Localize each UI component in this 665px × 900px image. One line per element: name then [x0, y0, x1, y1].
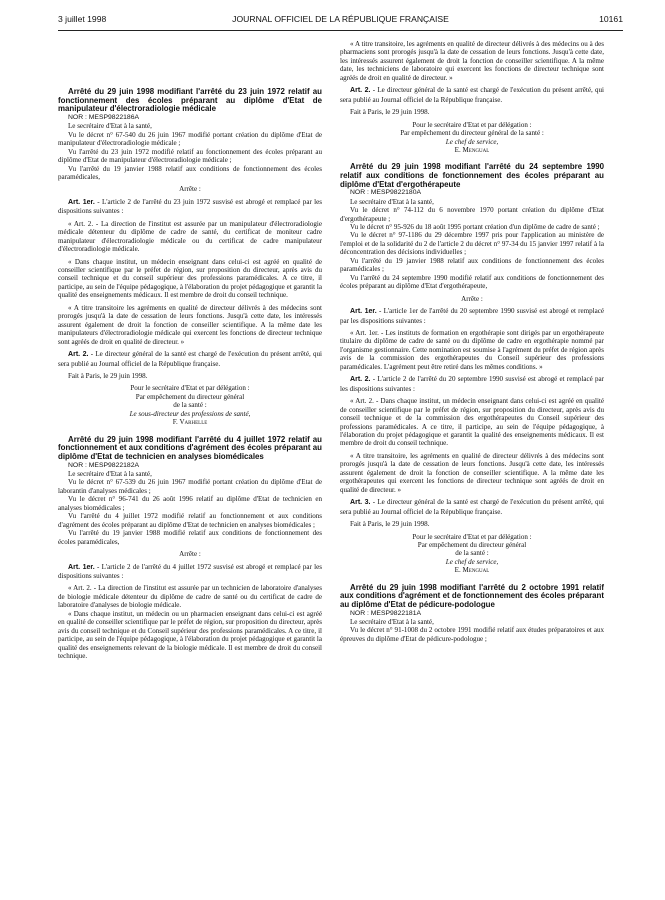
- article-label: Art. 3.: [350, 499, 371, 507]
- paragraph: Le secrétaire d'Etat à la santé,: [350, 197, 434, 206]
- header-page-number: 10161: [599, 14, 623, 24]
- quoted-paragraph: « Art. 2. - La direction de l'institut est assurée par un technicien de laboratoire d'analyses de biologie médicale détenteur du diplôme de cadre de santé ou du certificat de cadre de laboratoire d'analyses de biologie médicale.: [58, 584, 322, 610]
- nor-reference: NOR : MESP9822186A: [68, 113, 140, 121]
- article-label: Art. 1er.: [68, 198, 95, 206]
- signature-line: de la santé :: [173, 401, 207, 410]
- paragraph: Vu le décret n° 96-741 du 26 août 1996 relatif au diplôme d'Etat de technicien en analyses biomédicales ;: [58, 495, 322, 512]
- paragraph: Vu le décret n° 74-112 du 6 novembre 1970 portant création du diplôme d'Etat d'ergothérapeute ;: [340, 206, 604, 223]
- quoted-paragraph: « A titre transitoire les agréments en qualité de directeur délivrés à des médecins sont prorogés jusqu'à la date de cessation de leurs fonctions. Jusqu'à cette date, les intéressés assurent également de droit la fonction de conseiller scientifique. A la même date les manipulateurs d'électroradiologie médicale qui exercent les fonctions de directeur technique sont agréés de droit en qualité de directeur. »: [58, 303, 322, 346]
- article-label: Art. 1er.: [350, 308, 377, 316]
- article-paragraph: [340, 375, 604, 393]
- paragraph: Vu le décret n° 91-1008 du 2 octobre 1991 modifié relatif aux études préparatoires et aux épreuves du diplôme d'Etat de pédicure-podologue ;: [340, 626, 604, 643]
- signatory-name: F. Varhelle: [172, 418, 208, 427]
- signatory-title-text: Le sous-directeur des professions de santé,: [129, 409, 251, 418]
- article-label: Art. 2.: [350, 376, 371, 384]
- decree-title: Arrêté du 29 juin 1998 modifiant l'arrêté du 2 octobre 1991 relatif aux conditions d'agrément et de fonctionnement des écoles préparant au diplôme d'Etat de pédicure-podologue: [340, 582, 604, 609]
- signature-line: Pour le secrétaire d'Etat et par délégation :: [412, 532, 532, 541]
- paragraph: Vu l'arrêté du 19 janvier 1988 relatif aux conditions de fonctionnement des écoles paramédicales ;: [340, 256, 604, 274]
- quoted-paragraph: « A titre transitoire, les agréments en qualité de directeur délivrés à des médecins ou à des pharmaciens sont prorogés jusqu'à la date de cessation de leurs fonctions. Jusqu'à cette date, les intéressés assurent également de droit la fonction de conseiller scientifique. A la même date, les techniciens de laboratoire qui exercent les fonctions de directeur technique sont agréés de droit en qualité de directeur. »: [340, 40, 604, 82]
- article-paragraph: [58, 198, 322, 216]
- signatory-title: [340, 138, 604, 146]
- article-label: Art. 2.: [350, 87, 371, 95]
- quoted-paragraph: « Art. 2. - La direction de l'institut est assurée par un manipulateur d'électroradiologie médicale détenteur du diplôme de cadre de santé, du certificat de moniteur cadre manipulateur d'électroradiologie médicale ou du certificat de cadre manipulateur d'électroradiologie médicale.: [58, 219, 322, 254]
- paragraph: Vu l'arrêté du 24 septembre 1990 modifié relatif aux conditions de fonctionnement des écoles préparant au diplôme d'Etat d'ergothérapeute,: [340, 273, 604, 291]
- signature-place-date: Fait à Paris, le 29 juin 1998.: [350, 108, 430, 117]
- paragraph: Vu l'arrêté du 19 janvier 1988 modifié relatif aux conditions de fonctionnement des écoles paramédicales,: [58, 529, 322, 546]
- article-text: - L'article 2 de l'arrêté du 20 septembre 1990 susvisé est abrogé et remplacé par les dispositions suivantes :: [340, 375, 605, 393]
- header-date: 3 juillet 1998: [58, 14, 107, 24]
- paragraph: Vu le décret n° 95-926 du 18 août 1995 portant création d'un diplôme de cadre de santé ;: [350, 223, 600, 232]
- left-column: [58, 88, 322, 660]
- signature-line: Pour le secrétaire d'Etat et par délégation :: [412, 120, 532, 129]
- article-label: Art. 2.: [68, 351, 89, 359]
- signature-line: de la santé :: [455, 549, 489, 558]
- paragraph: Vu le décret n° 67-540 du 26 juin 1967 modifié portant création du diplôme d'Etat de manipulateur d'électroradiologie médicale ;: [58, 130, 322, 148]
- paragraph: Le secrétaire d'Etat à la santé,: [68, 122, 152, 131]
- article-text: - L'article 2 de l'arrêté du 23 juin 1972 susvisé est abrogé et remplacé par les dispositions suivantes :: [58, 197, 322, 216]
- quoted-paragraph: « Dans chaque institut, un médecin enseignant dans celui-ci est agréé en qualité de conseiller scientifique par le préfet de région, sur proposition du directeur, après avis du conseil technique et du conseil supérieur des professions paramédicales. A ce titre, il participe, au sein de l'équipe pédagogique, à l'élaboration du projet pédagogique et garantit la qualité des enseignements médicaux. Il est membre de droit du conseil technique.: [58, 257, 322, 300]
- header-rule: [58, 30, 623, 31]
- article-text: - Le directeur général de la santé est chargé de l'exécution du présent arrêté, qui sera publié au Journal officiel de la République française.: [340, 498, 604, 516]
- paragraph: Le secrétaire d'Etat à la santé,: [350, 618, 434, 627]
- article-paragraph: [340, 498, 604, 516]
- article-text: - Le directeur général de la santé est chargé de l'exécution du présent arrêté, qui sera publié au Journal officiel de la République française.: [340, 86, 604, 104]
- signature-place-date: Fait à Paris, le 29 juin 1998.: [68, 372, 148, 381]
- article-text: - L'article 2 de l'arrêté du 4 juillet 1972 susvisé est abrogé et remplacé par les dispositions suivantes :: [58, 562, 322, 580]
- arrete-heading: Arrête :: [179, 185, 201, 194]
- signature-line: Par empêchement du directeur général de la santé :: [400, 129, 544, 138]
- signature-line: Par empêchement du directeur général: [135, 392, 245, 401]
- signature-line: Par empêchement du directeur général: [417, 540, 527, 549]
- article-paragraph: [340, 307, 604, 325]
- article-text: - Le directeur général de la santé est chargé de l'exécution du présent arrêté, qui sera publié au Journal officiel de la République française.: [58, 350, 322, 368]
- nor-reference: NOR : MESP9822182A: [68, 461, 140, 469]
- quoted-paragraph: « A titre transitoire, les agréments en qualité de directeur délivrés à des médecins sont prorogés jusqu'à la date de cessation de leurs fonctions. Jusqu'à cette date, les intéressés assurent également de droit la fonction de conseiller scientifique. A la même date les ergothérapeutes qui exercent les fonctions de directeur technique sont agréés de droit en qualité de directeur. »: [340, 451, 604, 494]
- quoted-paragraph: « Dans chaque institut, un médecin ou un pharmacien enseignant dans celui-ci est agréé en qualité de conseiller scientifique par le préfet de région, sur proposition du directeur, après avis du conseil technique et du Conseil supérieur des professions paramédicales. A ce titre, il participe, au sein de l'équipe pédagogique, à l'élaboration du projet pédagogique et garantit la qualité des enseignements relevant de la biologie médicale. Il est membre de droit du conseil technique.: [58, 609, 322, 661]
- paragraph: Vu l'arrêté du 4 juillet 1972 modifié relatif au fonctionnement et aux conditions d'agrément des écoles préparant au diplôme d'Etat de technicien en analyses biomédicales ;: [58, 512, 322, 529]
- paragraph: Vu l'arrêté du 19 janvier 1988 relatif aux conditions de fonctionnement des écoles paramédicales,: [58, 164, 322, 181]
- signature-place-date: Fait à Paris, le 29 juin 1998.: [350, 520, 430, 529]
- article-paragraph: [58, 350, 322, 368]
- arrete-heading: Arrête :: [179, 550, 201, 559]
- nor-reference: NOR : MESP9822181A: [350, 609, 422, 617]
- article-label: Art. 1er.: [68, 563, 95, 571]
- paragraph: Le secrétaire d'Etat à la santé,: [68, 469, 152, 478]
- article-paragraph: [58, 563, 322, 581]
- signature-line: Pour le secrétaire d'Etat et par délégation :: [130, 384, 250, 393]
- quoted-paragraph: « Art. 1er. - Les instituts de formation en ergothérapie sont dirigés par un ergothérapeute titulaire du diplôme de cadre de santé ou du diplôme de cadre en ergothérapie nommé par l'organisme gestionnaire. Cette nomination est soumise à l'agrément du préfet de région après avis de la commission des ergothérapeutes du Conseil supérieur des professions paramédicales. L'agrément peut être retiré dans les mêmes conditions. »: [340, 329, 604, 371]
- arrete-heading: Arrête :: [461, 294, 483, 303]
- signatory-title: [340, 558, 604, 566]
- nor-reference: NOR : MESP9822180A: [350, 189, 422, 197]
- page-header: [58, 14, 623, 28]
- article-text: - L'article 1er de l'arrêté du 20 septembre 1990 susvisé est abrogé et remplacé par les dispositions suivantes :: [340, 307, 604, 325]
- decree-title: Arrêté du 29 juin 1998 modifiant l'arrêté du 24 septembre 1990 relatif aux conditions de fonctionnement des écoles préparant au diplôme d'Etat d'ergothérapeute: [340, 162, 604, 189]
- signatory-name: E. Mengual: [454, 145, 490, 154]
- article-paragraph: [340, 86, 604, 104]
- paragraph: Vu le décret n° 97-1186 du 29 décembre 1997 pris pour l'application au ministère de l'emploi et de la solidarité du 2 de l'article 2 du décret n° 97-34 du 15 janvier 1997 relatif à la déconcentration des décisions individuelles ;: [340, 231, 604, 257]
- header-journal-title: JOURNAL OFFICIEL DE LA RÉPUBLIQUE FRANÇAISE: [232, 14, 449, 24]
- right-column: [340, 40, 604, 643]
- signatory-title-text: Le chef de service,: [445, 137, 499, 146]
- signatory-name: E. Mengual: [454, 566, 490, 575]
- decree-title: Arrêté du 29 juin 1998 modifiant l'arrêté du 4 juillet 1972 relatif au fonctionnement et aux conditions d'agrément des écoles préparant au diplôme d'Etat de technicien en analyses biomédicales: [58, 434, 322, 461]
- quoted-paragraph: « Art. 2. - Dans chaque institut, un médecin enseignant dans celui-ci est agréé en qualité de conseiller scientifique par le préfet de région, sur proposition du directeur, après avis du conseil technique et de la commission des ergothérapeutes du Conseil supérieur des professions paramédicales. A ce titre, il participe, au sein de l'équipe pédagogique, à l'élaboration du projet pédagogique et garantit la qualité des enseignements médicaux. Il est membre de droit du conseil technique.: [340, 397, 604, 448]
- paragraph: Vu le décret n° 67-539 du 26 juin 1967 modifié portant création du diplôme d'Etat de laborantin d'analyses médicales ;: [58, 478, 322, 495]
- decree-title: Arrêté du 29 juin 1998 modifiant l'arrêté du 23 juin 1972 relatif au fonctionnement des écoles préparant au diplôme d'Etat de manipulateur d'électroradiologie médicale: [58, 87, 322, 114]
- paragraph: Vu l'arrêté du 23 juin 1972 modifié relatif au fonctionnement des écoles préparant au diplôme d'Etat de manipulateur d'électroradiologie médicale ;: [58, 147, 322, 165]
- signatory-title: [58, 410, 322, 418]
- signatory-title-text: Le chef de service,: [445, 557, 499, 566]
